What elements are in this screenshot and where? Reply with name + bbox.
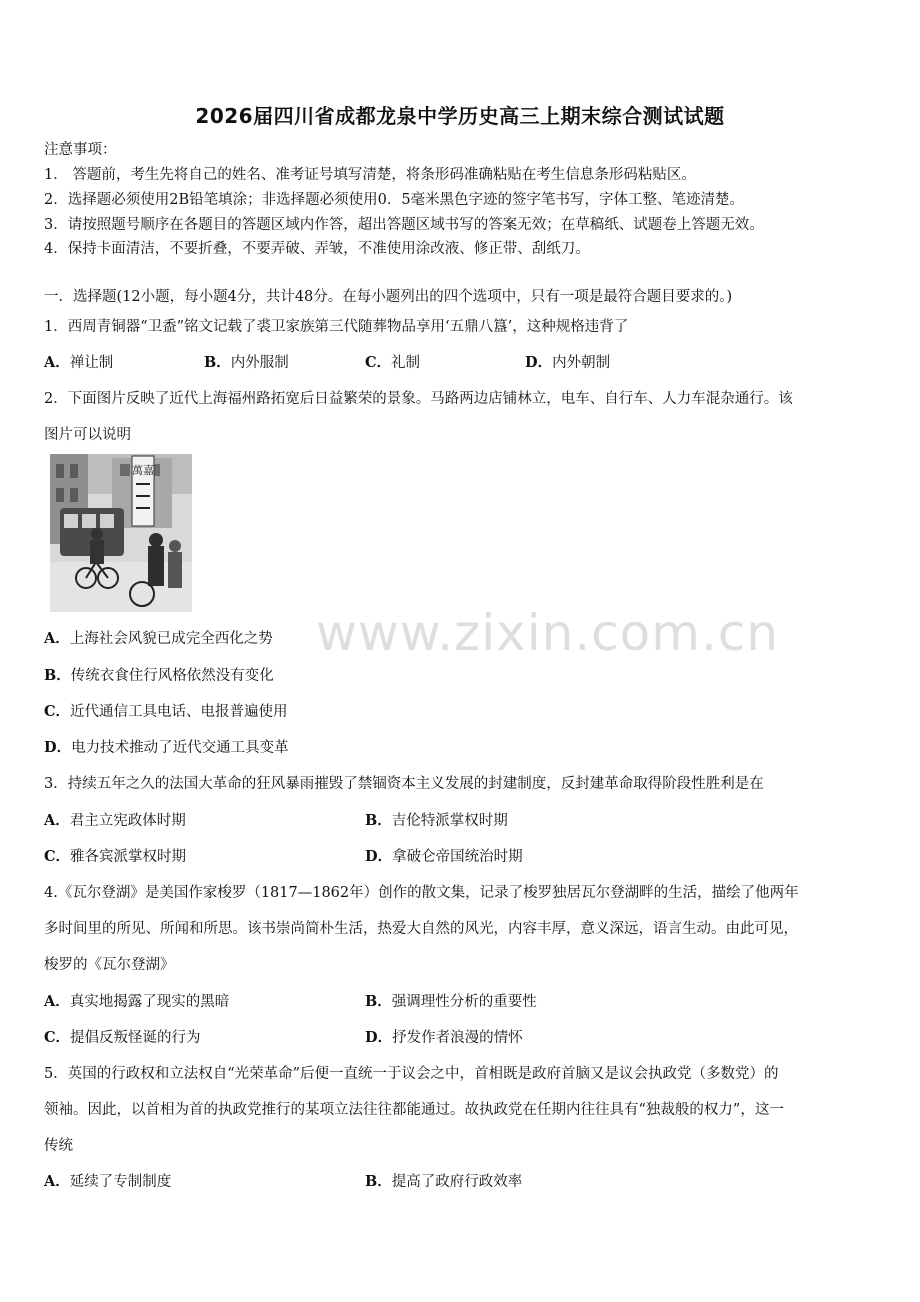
option-text: 提倡反叛怪诞的行为	[70, 1030, 201, 1046]
option-letter: C．	[44, 703, 71, 720]
sign-text: 萬嘉	[132, 464, 154, 477]
watermark: www.zixin.com.cn	[316, 604, 780, 662]
option-letter: B．	[44, 667, 71, 684]
option-letter: B．	[365, 812, 392, 829]
option-b	[44, 664, 274, 685]
question-stem: 4.《瓦尔登湖》是美国作家梭罗（1817—1862年）创作的散文集，记录了梭罗独居瓦尔登湖畔的生活，描绘了他两年	[44, 885, 799, 901]
option-text: 拿破仑帝国统治时期	[392, 849, 523, 865]
option-letter: B．	[365, 993, 392, 1010]
option-text: 电力技术推动了近代交通工具变革	[71, 740, 289, 756]
question-stem: 2．下面图片反映了近代上海福州路拓宽后日益繁荣的景象。马路两边店铺林立，电车、自行车、人力车混杂通行。该	[44, 391, 793, 407]
option-text: 抒发作者浪漫的情怀	[392, 1030, 523, 1046]
option-letter: A．	[44, 1173, 70, 1190]
notice-item: 1． 答题前，考生先将自己的姓名、准考证号填写清楚，将条形码准确粘贴在考生信息条形码粘贴区。	[44, 167, 696, 183]
notice-item: 4．保持卡面清洁，不要折叠，不要弄破、弄皱，不准使用涂改液、修正带、刮纸刀。	[44, 241, 590, 257]
option-text: 强调理性分析的重要性	[391, 994, 537, 1010]
option-text: 内外朝制	[552, 355, 611, 371]
option-letter: A．	[44, 354, 70, 371]
option-letter: C．	[365, 354, 392, 371]
option-b	[365, 990, 537, 1011]
question-stem: 领袖。因此，以首相为首的执政党推行的某项立法往往都能通过。故执政党在任期内往往具有“独裁般的权力”，这一	[44, 1102, 784, 1118]
option-letter: D．	[365, 1029, 393, 1046]
street-photo	[50, 454, 192, 612]
notice-item: 3．请按照题号顺序在各题目的答题区域内作答，超出答题区域书写的答案无效；在草稿纸、试题卷上答题无效。	[44, 217, 764, 233]
option-b	[365, 1170, 522, 1191]
option-letter: D．	[44, 739, 72, 756]
option-b	[365, 809, 508, 830]
street-photo-drawing	[50, 454, 192, 612]
option-c	[44, 1026, 201, 1047]
option-c	[365, 351, 420, 372]
question-stem: 5．英国的行政权和立法权自“光荣革命”后便一直统一于议会之中，首相既是政府首脑又是议会执政党（多数党）的	[44, 1066, 779, 1082]
option-b	[204, 351, 289, 372]
option-letter: C．	[44, 848, 71, 865]
question-stem: 3．持续五年之久的法国大革命的狂风暴雨摧毁了禁锢资本主义发展的封建制度，反封建革命取得阶段性胜利是在	[44, 776, 764, 792]
section-heading: 一．选择题(12小题，每小题4分，共计48分。在每小题列出的四个选项中，只有一项是最符合题目要求的。)	[44, 289, 733, 305]
option-letter: A．	[44, 812, 70, 829]
question-stem: 多时间里的所见、所闻和所思。该书崇尚简朴生活，热爱大自然的风光，内容丰厚，意义深远，语言生动。由此可见，	[44, 921, 798, 937]
option-a	[44, 1170, 171, 1191]
page-title: 2026届四川省成都龙泉中学历史高三上期末综合测试试题	[195, 104, 725, 128]
question-stem: 传统	[44, 1138, 73, 1154]
option-text: 提高了政府行政效率	[391, 1174, 523, 1190]
option-letter: C．	[44, 1029, 71, 1046]
option-text: 延续了专制制度	[69, 1174, 172, 1190]
option-letter: B．	[365, 1173, 392, 1190]
option-text: 礼制	[391, 355, 421, 371]
option-a	[44, 351, 113, 372]
option-d	[365, 1026, 523, 1047]
option-d	[365, 845, 523, 866]
option-letter: D．	[525, 354, 553, 371]
option-letter: B．	[204, 354, 231, 371]
question-stem: 1．西周青铜器“卫盉”铭文记载了裘卫家族第三代随葬物品享用‘五鼎八簋’，这种规格违背了	[44, 319, 629, 335]
option-text: 上海社会风貌已成完全西化之势	[69, 631, 273, 647]
option-d	[525, 351, 610, 372]
option-a	[44, 990, 229, 1011]
notice-heading: 注意事项：	[44, 142, 117, 158]
option-text: 君主立宪政体时期	[69, 813, 186, 829]
option-d	[44, 736, 289, 757]
option-text: 吉伦特派掌权时期	[391, 813, 508, 829]
option-letter: D．	[365, 848, 393, 865]
notice-item: 2．选择题必须使用2B铅笔填涂；非选择题必须使用0．5毫米黑色字迹的签字笔书写，字体工整、笔迹清楚。	[44, 192, 745, 208]
option-text: 传统衣食住行风格依然没有变化	[70, 668, 274, 684]
question-stem: 梭罗的《瓦尔登湖》	[44, 957, 175, 973]
option-text: 雅各宾派掌权时期	[70, 849, 187, 865]
option-text: 禅让制	[69, 355, 114, 371]
option-letter: A．	[44, 993, 70, 1010]
question-stem: 图片可以说明	[44, 427, 131, 443]
option-letter: A．	[44, 630, 70, 647]
option-a	[44, 627, 273, 648]
option-a	[44, 809, 186, 830]
option-c	[44, 845, 186, 866]
option-text: 近代通信工具电话、电报普遍使用	[70, 704, 288, 720]
option-c	[44, 700, 288, 721]
option-text: 内外服制	[230, 355, 289, 371]
option-text: 真实地揭露了现实的黑暗	[69, 994, 230, 1010]
